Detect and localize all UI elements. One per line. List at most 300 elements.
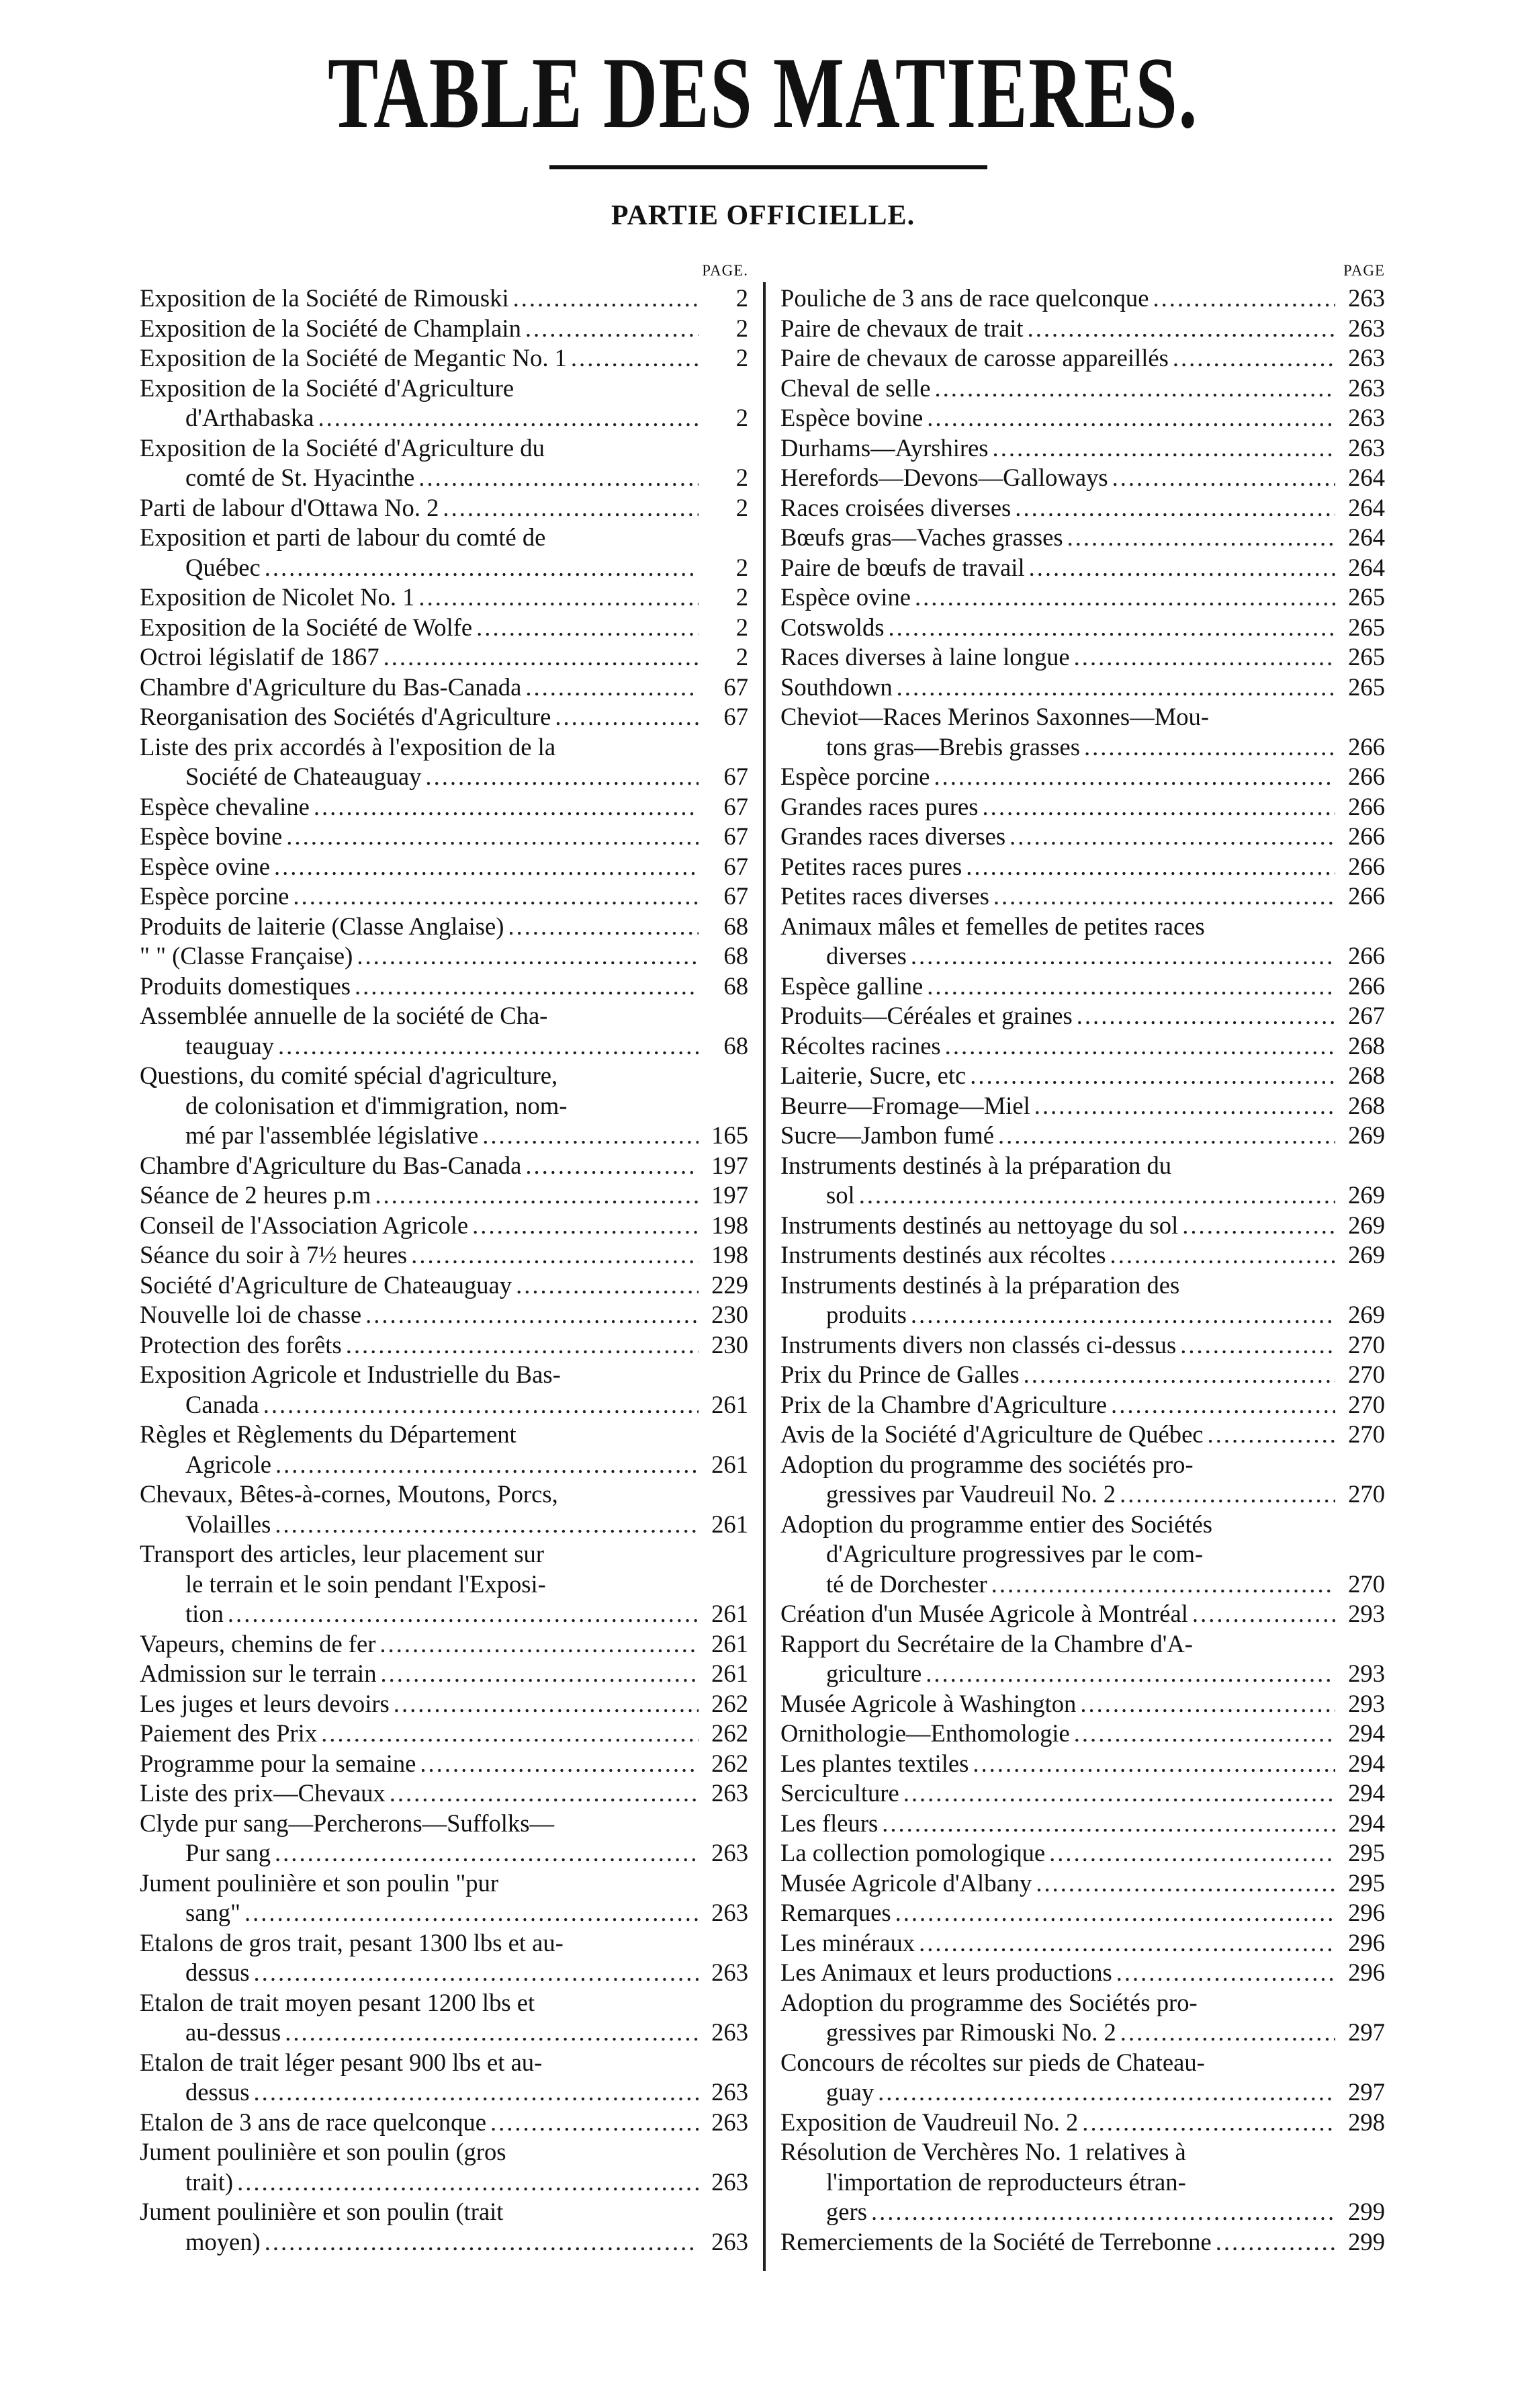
- toc-page-number: 67: [723, 763, 748, 790]
- toc-entry-line: [780, 1031, 1385, 1062]
- toc-entry-line: [780, 1749, 1385, 1779]
- dot-leader: [254, 1958, 699, 1988]
- dot-leader: [966, 852, 1335, 882]
- toc-entry: [780, 433, 1385, 464]
- column-divider: [763, 282, 766, 2271]
- toc-entry: [140, 1928, 748, 1988]
- dot-leader: [263, 1390, 699, 1420]
- toc-page-number: 263: [711, 2108, 748, 2136]
- toc-page-number: 293: [1348, 1689, 1385, 1717]
- toc-entry-text: Instruments divers non classés ci-dessus: [780, 1330, 1177, 1359]
- toc-page-number: 68: [723, 912, 748, 940]
- toc-entry-line: [780, 1988, 1385, 2018]
- toc-page-number: 261: [711, 1600, 748, 1627]
- toc-entry: [140, 1749, 748, 1779]
- dot-leader: [1049, 1838, 1335, 1868]
- toc-entry-text: Espèce chevaline: [140, 792, 310, 820]
- toc-entry-line: [140, 1599, 748, 1629]
- toc-page-number: 266: [1348, 942, 1385, 970]
- toc-entry-text: Conseil de l'Association Agricole: [140, 1211, 469, 1239]
- dot-leader: [1112, 463, 1335, 493]
- dot-leader: [1015, 493, 1335, 523]
- toc-page-number: 269: [1348, 1121, 1385, 1149]
- toc-entry: [780, 613, 1385, 643]
- toc-page-number: 263: [711, 1899, 748, 1926]
- toc-entry-text: sol: [826, 1181, 855, 1209]
- toc-entry-line: [140, 1749, 748, 1779]
- dot-leader: [346, 1330, 699, 1361]
- toc-entry: [780, 1629, 1385, 1689]
- dot-leader: [384, 642, 699, 673]
- toc-entry: [140, 2108, 748, 2138]
- toc-entry-line: [780, 1180, 1385, 1211]
- toc-entry-text: Prix de la Chambre d'Agriculture: [780, 1390, 1108, 1418]
- toc-entry-line: [140, 1539, 748, 1570]
- toc-entry-text: Pur sang: [185, 1839, 271, 1866]
- toc-entry: [780, 1599, 1385, 1629]
- dot-leader: [970, 1061, 1335, 1091]
- toc-page-number: 265: [1348, 613, 1385, 641]
- toc-entry: [140, 1151, 748, 1181]
- toc-entry-text: Résolution de Verchères No. 1 relatives à: [780, 2138, 1186, 2165]
- toc-entry-line: [140, 1061, 748, 1091]
- dot-leader: [275, 1838, 699, 1868]
- toc-entry-line: [140, 702, 748, 732]
- toc-page-number: 266: [1348, 792, 1385, 820]
- toc-entry-text: Exposition de Vaudreuil No. 2: [780, 2108, 1079, 2136]
- toc-entry: [780, 1958, 1385, 1988]
- toc-entry-line: [780, 1450, 1385, 1480]
- toc-entry-line: [140, 1809, 748, 1839]
- toc-entry: [140, 583, 748, 613]
- toc-entry-text: Espèce porcine: [780, 763, 930, 790]
- toc-page-number: 67: [723, 852, 748, 880]
- toc-entry-line: [780, 1390, 1385, 1420]
- toc-page-number: 297: [1348, 2078, 1385, 2106]
- toc-entry-text: Séance de 2 heures p.m: [140, 1181, 371, 1209]
- toc-entry-text: Chambre d'Agriculture du Bas-Canada: [140, 1151, 522, 1179]
- toc-page-number: 294: [1348, 1779, 1385, 1807]
- toc-entry: [780, 1271, 1385, 1330]
- toc-entry: [780, 2048, 1385, 2108]
- toc-page-number: 268: [1348, 1062, 1385, 1089]
- toc-entry: [140, 702, 748, 732]
- toc-page-number: 67: [723, 673, 748, 701]
- toc-entry-text: Exposition de la Société de Megantic No. 1: [140, 344, 567, 372]
- dot-leader: [275, 1450, 699, 1480]
- toc-page-number: 2: [735, 643, 748, 671]
- toc-entry: [140, 912, 748, 942]
- toc-entry-line: [780, 553, 1385, 583]
- toc-entry: [780, 1510, 1385, 1600]
- toc-entry: [140, 1420, 748, 1479]
- dot-leader: [476, 613, 699, 643]
- toc-entry-text: Agricole: [185, 1450, 271, 1478]
- toc-page-number: 266: [1348, 882, 1385, 910]
- toc-entry-text: Volailles: [185, 1510, 271, 1538]
- dot-leader: [508, 912, 699, 942]
- toc-entry-text: Adoption du programme des Sociétés pro-: [780, 1988, 1198, 2016]
- toc-entry-text: Exposition de Nicolet No. 1: [140, 583, 415, 611]
- toc-entry-text: Etalon de trait moyen pesant 1200 lbs et: [140, 1988, 535, 2016]
- toc-entry-line: [780, 882, 1385, 912]
- toc-entry-text: Southdown: [780, 673, 893, 701]
- toc-entry-text: Paire de chevaux de trait: [780, 314, 1024, 342]
- toc-entry: [780, 972, 1385, 1002]
- toc-entry: [140, 2137, 748, 2197]
- toc-entry-line: [780, 2018, 1385, 2048]
- toc-entry: [780, 1360, 1385, 1390]
- toc-entry-line: [140, 2227, 748, 2258]
- toc-entry: [140, 493, 748, 523]
- toc-entry-text: Espèce bovine: [780, 404, 924, 431]
- toc-page-number: 265: [1348, 673, 1385, 701]
- toc-entry-line: [140, 673, 748, 703]
- toc-entry: [780, 1121, 1385, 1151]
- toc-entry: [780, 2227, 1385, 2258]
- toc-entry-line: [780, 463, 1385, 493]
- dot-leader: [998, 1121, 1335, 1151]
- toc-entry-text: Paire de bœufs de travail: [780, 553, 1025, 581]
- toc-entry: [780, 1838, 1385, 1868]
- toc-right-entries: [780, 284, 1385, 2257]
- toc-entry-text: Société de Chateauguay: [185, 763, 422, 790]
- dot-leader: [1116, 1958, 1335, 1988]
- dot-leader: [275, 1510, 699, 1540]
- toc-entry-line: [780, 493, 1385, 523]
- toc-page-number: 68: [723, 972, 748, 1000]
- toc-entry-text: dessus: [185, 2078, 250, 2106]
- dot-leader: [375, 1180, 699, 1211]
- toc-entry-text: Récoltes racines: [780, 1031, 941, 1060]
- toc-entry-text: Les plantes textiles: [780, 1749, 969, 1777]
- toc-entry-text: Espèce ovine: [780, 583, 911, 611]
- toc-entry-text: de colonisation et d'immigration, nom-: [185, 1091, 568, 1119]
- toc-page-number: 2: [735, 613, 748, 641]
- dot-leader: [1067, 523, 1335, 553]
- toc-entry-text: mé par l'assemblée législative: [185, 1121, 479, 1149]
- dot-leader: [1208, 1420, 1335, 1450]
- dot-leader: [381, 1659, 699, 1689]
- toc-page-number: 269: [1348, 1181, 1385, 1209]
- toc-page-number: 197: [711, 1181, 748, 1209]
- toc-entry-text: Jument poulinière et son poulin "pur: [140, 1868, 499, 1897]
- dot-leader: [525, 314, 699, 344]
- toc-entry-text: Les minéraux: [780, 1928, 915, 1956]
- toc-entry: [780, 882, 1385, 912]
- toc-entry-text: Liste des prix accordés à l'exposition de la: [140, 732, 556, 761]
- toc-entry-text: l'importation de reproducteurs étran-: [826, 2167, 1186, 2196]
- toc-page-number: 269: [1348, 1241, 1385, 1268]
- toc-entry-line: [780, 1958, 1385, 1988]
- toc-entry-line: [140, 642, 748, 673]
- toc-page-number: 165: [711, 1121, 748, 1149]
- dot-leader: [915, 583, 1335, 613]
- toc-entry: [780, 1240, 1385, 1271]
- dot-leader: [871, 2197, 1335, 2227]
- toc-entry-line: [780, 972, 1385, 1002]
- toc-entry-text: Etalon de trait léger pesant 900 lbs et au-: [140, 2048, 543, 2076]
- toc-entry-text: sang": [185, 1899, 240, 1926]
- toc-page-number: 298: [1348, 2108, 1385, 2136]
- toc-entry-line: [780, 702, 1385, 732]
- toc-entry-line: [780, 732, 1385, 763]
- dot-leader: [237, 2167, 699, 2198]
- dot-leader: [1024, 1360, 1335, 1390]
- toc-entry-line: [780, 613, 1385, 643]
- toc-entry-text: Durhams—Ayrshires: [780, 433, 989, 462]
- toc-page-number: 266: [1348, 763, 1385, 790]
- dot-leader: [321, 1719, 699, 1749]
- toc-page-number: 263: [1348, 284, 1385, 312]
- toc-entry-text: Vapeurs, chemins de fer: [140, 1629, 376, 1658]
- dot-leader: [1082, 2108, 1335, 2138]
- toc-entry-line: [140, 1360, 748, 1390]
- toc-entry-line: [780, 1570, 1385, 1600]
- toc-entry: [140, 1659, 748, 1689]
- toc-entry: [140, 1809, 748, 1868]
- dot-leader: [1180, 1330, 1335, 1361]
- toc-entry-line: [140, 1838, 748, 1868]
- toc-entry-line: [140, 1479, 748, 1510]
- toc-entry-line: [140, 1271, 748, 1301]
- toc-entry-text: Adoption du programme entier des Sociétés: [780, 1510, 1213, 1538]
- toc-page-number: 267: [1348, 1002, 1385, 1029]
- dot-leader: [973, 1749, 1335, 1779]
- toc-entry: [140, 1479, 748, 1539]
- toc-entry-text: Grandes races pures: [780, 792, 979, 820]
- toc-entry-line: [140, 912, 748, 942]
- toc-entry-text: Paire de chevaux de carosse appareillés: [780, 344, 1169, 372]
- toc-entry-text: au-dessus: [185, 2018, 281, 2046]
- toc-entry-text: Paiement des Prix: [140, 1719, 318, 1747]
- toc-entry: [140, 374, 748, 433]
- toc-entry-text: tons gras—Brebis grasses: [826, 732, 1080, 761]
- toc-entry-line: [140, 2018, 748, 2048]
- toc-entry-text: Musée Agricole d'Albany: [780, 1868, 1032, 1897]
- toc-entry-line: [140, 1510, 748, 1540]
- toc-entry-text: Nouvelle loi de chasse: [140, 1301, 362, 1328]
- toc-entry: [140, 613, 748, 643]
- dot-leader: [244, 1898, 699, 1928]
- toc-page-number: 264: [1348, 464, 1385, 491]
- dot-leader: [285, 2018, 699, 2048]
- dot-leader: [911, 941, 1335, 972]
- toc-page-number: 2: [735, 493, 748, 521]
- dot-leader: [472, 1211, 699, 1241]
- toc-page-number: 266: [1348, 852, 1385, 880]
- toc-page-number: 264: [1348, 493, 1385, 521]
- toc-entry-text: Espèce ovine: [140, 852, 270, 880]
- toc-entry-line: [140, 1420, 748, 1450]
- toc-page-number: 198: [711, 1211, 748, 1239]
- dot-leader: [1009, 822, 1335, 852]
- toc-entry-line: [780, 1360, 1385, 1390]
- toc-entry-line: [140, 1390, 748, 1420]
- toc-left-entries: [140, 284, 748, 2257]
- toc-entry: [780, 822, 1385, 852]
- toc-entry: [140, 1300, 748, 1330]
- toc-entry: [780, 912, 1385, 972]
- toc-entry-text: Produits—Céréales et graines: [780, 1002, 1073, 1029]
- dot-leader: [1074, 642, 1335, 673]
- toc-entry: [780, 1420, 1385, 1450]
- page-column-header: PAGE: [1343, 262, 1385, 279]
- toc-page-number: 296: [1348, 1928, 1385, 1956]
- toc-entry-text: Etalon de 3 ans de race quelconque: [140, 2108, 486, 2136]
- section-title: PARTIE OFFICIELLE.: [611, 200, 915, 231]
- toc-entry-line: [140, 2137, 748, 2167]
- toc-entry: [140, 732, 748, 792]
- dot-leader: [993, 882, 1335, 912]
- toc-page-number: 2: [735, 553, 748, 581]
- dot-leader: [911, 1300, 1335, 1330]
- toc-entry-line: [780, 2077, 1385, 2108]
- toc-entry-line: [780, 2137, 1385, 2167]
- toc-entry: [780, 1211, 1385, 1241]
- toc-page-number: 263: [1348, 314, 1385, 342]
- dot-leader: [357, 941, 699, 972]
- toc-entry: [780, 374, 1385, 404]
- title-rule: [549, 165, 987, 169]
- dot-leader: [1173, 343, 1335, 374]
- toc-entry-text: Jument poulinière et son poulin (trait: [140, 2198, 504, 2225]
- dot-leader: [418, 583, 699, 613]
- toc-entry-text: trait): [185, 2167, 234, 2196]
- toc-entry-line: [780, 2197, 1385, 2227]
- toc-entry: [780, 343, 1385, 374]
- toc-entry: [140, 1719, 748, 1749]
- toc-entry: [780, 642, 1385, 673]
- toc-entry-line: [140, 1928, 748, 1959]
- toc-entry-text: Reorganisation des Sociétés d'Agriculture: [140, 703, 551, 730]
- dot-leader: [1120, 2018, 1335, 2048]
- toc-page-number: 229: [711, 1271, 748, 1299]
- page-column-header: PAGE.: [702, 262, 748, 279]
- toc-entry: [780, 1091, 1385, 1121]
- toc-entry-line: [140, 1629, 748, 1660]
- toc-entry: [780, 1749, 1385, 1779]
- toc-entry: [780, 1928, 1385, 1959]
- toc-entry-line: [140, 433, 748, 464]
- toc-entry-text: La collection pomologique: [780, 1839, 1046, 1866]
- dot-leader: [1192, 1599, 1335, 1629]
- toc-entry: [140, 1271, 748, 1301]
- dot-leader: [265, 2227, 699, 2258]
- dot-leader: [934, 374, 1335, 404]
- toc-entry: [780, 1450, 1385, 1510]
- toc-entry-line: [140, 2197, 748, 2227]
- toc-entry: [140, 1539, 748, 1629]
- toc-entry-line: [780, 1001, 1385, 1031]
- toc-page-number: 269: [1348, 1211, 1385, 1239]
- toc-entry-line: [780, 1689, 1385, 1719]
- toc-entry-text: gers: [826, 2198, 867, 2225]
- toc-entry-line: [140, 941, 748, 972]
- toc-entry: [780, 284, 1385, 314]
- toc-entry: [140, 941, 748, 972]
- toc-entry-text: Musée Agricole à Washington: [780, 1689, 1077, 1717]
- toc-entry-line: [780, 583, 1385, 613]
- toc-entry-line: [780, 374, 1385, 404]
- toc-entry-line: [780, 1809, 1385, 1839]
- dot-leader: [274, 852, 699, 882]
- toc-entry-text: Octroi législatif de 1867: [140, 643, 379, 671]
- toc-entry-line: [140, 314, 748, 344]
- toc-entry: [140, 972, 748, 1002]
- dot-leader: [991, 1570, 1335, 1600]
- toc-page-number: 67: [723, 703, 748, 730]
- toc-entry-text: Instruments destinés à la préparation du: [780, 1151, 1172, 1179]
- toc-entry-text: Canada: [185, 1390, 259, 1418]
- toc-entry: [780, 702, 1385, 762]
- toc-entry-text: " " (Classe Française): [140, 942, 353, 970]
- toc-entry-line: [780, 1778, 1385, 1809]
- toc-entry-line: [140, 1659, 748, 1689]
- toc-entry-text: Chambre d'Agriculture du Bas-Canada: [140, 673, 522, 701]
- toc-entry-text: Etalons de gros trait, pesant 1300 lbs et au-: [140, 1928, 564, 1956]
- toc-entry-line: [140, 2108, 748, 2138]
- toc-entry-line: [140, 1958, 748, 1988]
- toc-entry-text: Exposition de la Société d'Agriculture du: [140, 433, 545, 462]
- toc-entry-line: [780, 792, 1385, 822]
- dot-leader: [993, 433, 1335, 464]
- dot-leader: [897, 673, 1335, 703]
- toc-entry-line: [780, 343, 1385, 374]
- toc-page-number: 265: [1348, 643, 1385, 671]
- toc-entry-line: [140, 1121, 748, 1151]
- toc-entry: [140, 882, 748, 912]
- toc-page-number: 261: [711, 1629, 748, 1658]
- toc-page-number: 268: [1348, 1091, 1385, 1119]
- toc-entry-text: Chevaux, Bêtes-à-cornes, Moutons, Porcs,: [140, 1480, 558, 1508]
- toc-entry: [780, 1151, 1385, 1211]
- toc-entry-text: Parti de labour d'Ottawa No. 2: [140, 493, 439, 521]
- toc-page-number: 294: [1348, 1809, 1385, 1837]
- toc-page-number: 262: [711, 1719, 748, 1747]
- toc-entry: [780, 493, 1385, 523]
- toc-entry: [780, 762, 1385, 792]
- toc-page-number: 67: [723, 882, 748, 910]
- toc-entry-text: moyen): [185, 2227, 261, 2255]
- toc-page-number: 269: [1348, 1301, 1385, 1328]
- toc-entry-text: Programme pour la semaine: [140, 1749, 416, 1777]
- toc-entry-text: Exposition de la Société de Champlain: [140, 314, 521, 342]
- toc-entry-line: [140, 1001, 748, 1031]
- toc-page-number: 261: [711, 1450, 748, 1478]
- toc-page-number: 261: [711, 1390, 748, 1418]
- toc-page-number: 230: [711, 1330, 748, 1359]
- dot-leader: [265, 553, 699, 583]
- toc-page-number: 67: [723, 792, 748, 820]
- toc-entry-line: [780, 852, 1385, 882]
- toc-entry: [780, 403, 1385, 433]
- dot-leader: [228, 1599, 699, 1629]
- toc-entry-line: [780, 2048, 1385, 2078]
- toc-entry: [780, 1809, 1385, 1839]
- toc-entry-text: guay: [826, 2078, 874, 2106]
- toc-entry: [140, 1001, 748, 1061]
- toc-page-number: 263: [711, 1959, 748, 1986]
- toc-entry-line: [140, 792, 748, 822]
- toc-entry-text: Serciculture: [780, 1779, 899, 1807]
- toc-page-number: 2: [735, 583, 748, 611]
- toc-page-number: 299: [1348, 2227, 1385, 2255]
- toc-entry-line: [140, 463, 748, 493]
- toc-entry: [780, 1330, 1385, 1361]
- toc-entry: [140, 1211, 748, 1241]
- toc-entry-text: Cheval de selle: [780, 374, 931, 402]
